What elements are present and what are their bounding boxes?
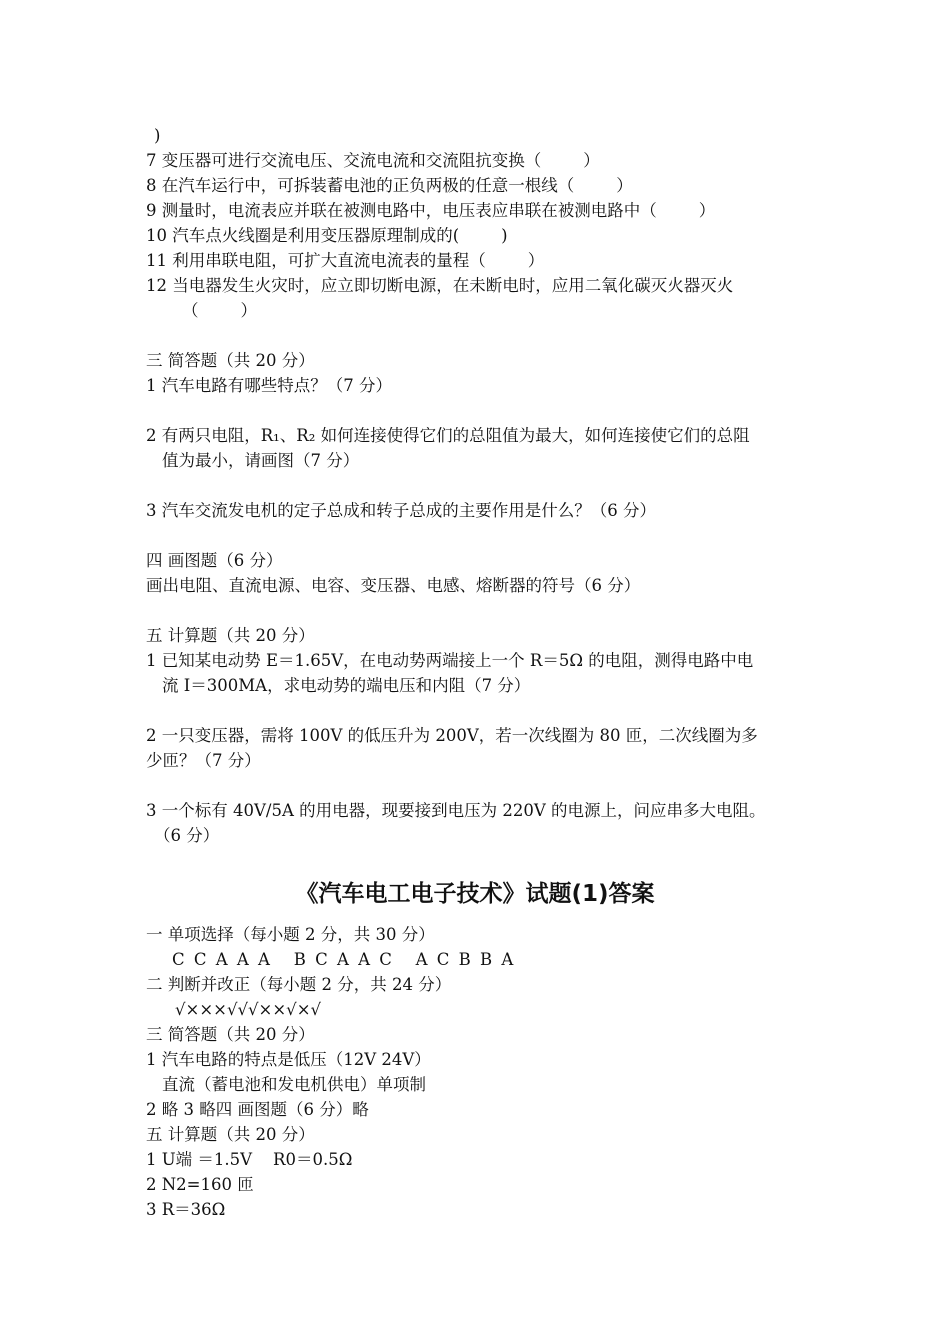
answers-section-1-heading: 一 单项选择（每小题 2 分，共 30 分）	[146, 925, 435, 944]
answers-section-5-answer-2: 2 N2=160 匝	[146, 1175, 254, 1194]
answers-section-3-heading: 三 简答题（共 20 分）	[146, 1025, 315, 1044]
answers-title: 《汽车电工电子技术》试题(1)答案	[295, 881, 655, 907]
section-5-question-2-line-1: 2 一只变压器，需将 100V 的低压升为 200V，若一次线圈为 80 匝，二次线圈为多	[146, 726, 758, 745]
section-3-question-1: 1 汽车电路有哪些特点？（7 分）	[146, 376, 392, 395]
section-5-heading: 五 计算题（共 20 分）	[146, 626, 315, 645]
answers-section-5-answer-1: 1 U端 ＝1.5V R0＝0.5Ω	[146, 1150, 353, 1169]
answers-section-2-answers: √×××√√√××√×√	[175, 1000, 322, 1019]
section-5-question-1-line-2: 流 I＝300MA，求电动势的端电压和内阻（7 分）	[162, 676, 531, 695]
answers-section-3-answer-2: 2 略 3 略四 画图题（6 分）略	[146, 1100, 369, 1119]
answers-section-3-answer-1-line-2: 直流（蓄电池和发电机供电）单项制	[162, 1075, 426, 1094]
answers-section-3-answer-1-line-1: 1 汽车电路的特点是低压（12V 24V）	[146, 1050, 431, 1069]
section-4-heading: 四 画图题（6 分）	[146, 551, 283, 570]
section-3-question-2-line-2: 值为最小，请画图（7 分）	[162, 451, 360, 470]
answers-section-1-answers: C C A A A B C A A C A C B B A	[172, 950, 516, 969]
answers-section-5-heading: 五 计算题（共 20 分）	[146, 1125, 315, 1144]
section-3-question-3: 3 汽车交流发电机的定子总成和转子总成的主要作用是什么？（6 分）	[146, 501, 656, 520]
section-3-heading: 三 简答题（共 20 分）	[146, 351, 315, 370]
section-4-question-1: 画出电阻、直流电源、电容、变压器、电感、熔断器的符号（6 分）	[146, 576, 641, 595]
answers-section-5-answer-3: 3 R＝36Ω	[146, 1200, 226, 1219]
answers-section-2-heading: 二 判断并改正（每小题 2 分，共 24 分）	[146, 975, 452, 994]
question-10: 10 汽车点火线圈是利用变压器原理制成的( )	[146, 226, 508, 245]
question-11: 11 利用串联电阻，可扩大直流电流表的量程（ ）	[146, 251, 545, 270]
question-7: 7 变压器可进行交流电压、交流电流和交流阻抗变换（ ）	[146, 151, 600, 170]
section-3-question-2-line-1: 2 有两只电阻，R₁、R₂ 如何连接使得它们的总阻值为最大，如何连接使它们的总阻	[146, 426, 750, 445]
section-5-question-1-line-1: 1 已知某电动势 E＝1.65V，在电动势两端接上一个 R＝5Ω 的电阻，测得电路中电	[146, 651, 754, 670]
question-9: 9 测量时，电流表应并联在被测电路中，电压表应串联在被测电路中（ ）	[146, 201, 716, 220]
question-12: 12 当电器发生火灾时，应立即切断电源，在未断电时，应用二氧化碳灭火器灭火	[146, 276, 734, 295]
continued-paren: )	[154, 126, 161, 145]
question-12-paren: （ ）	[182, 301, 257, 320]
section-5-question-3-line-1: 3 一个标有 40V/5A 的用电器，现要接到电压为 220V 的电源上，问应串多大电阻。	[146, 801, 766, 820]
section-5-question-3-line-2: （6 分）	[154, 826, 220, 845]
question-8: 8 在汽车运行中，可拆装蓄电池的正负两极的任意一根线（ ）	[146, 176, 633, 195]
section-5-question-2-line-2: 少匝？（7 分）	[146, 751, 261, 770]
